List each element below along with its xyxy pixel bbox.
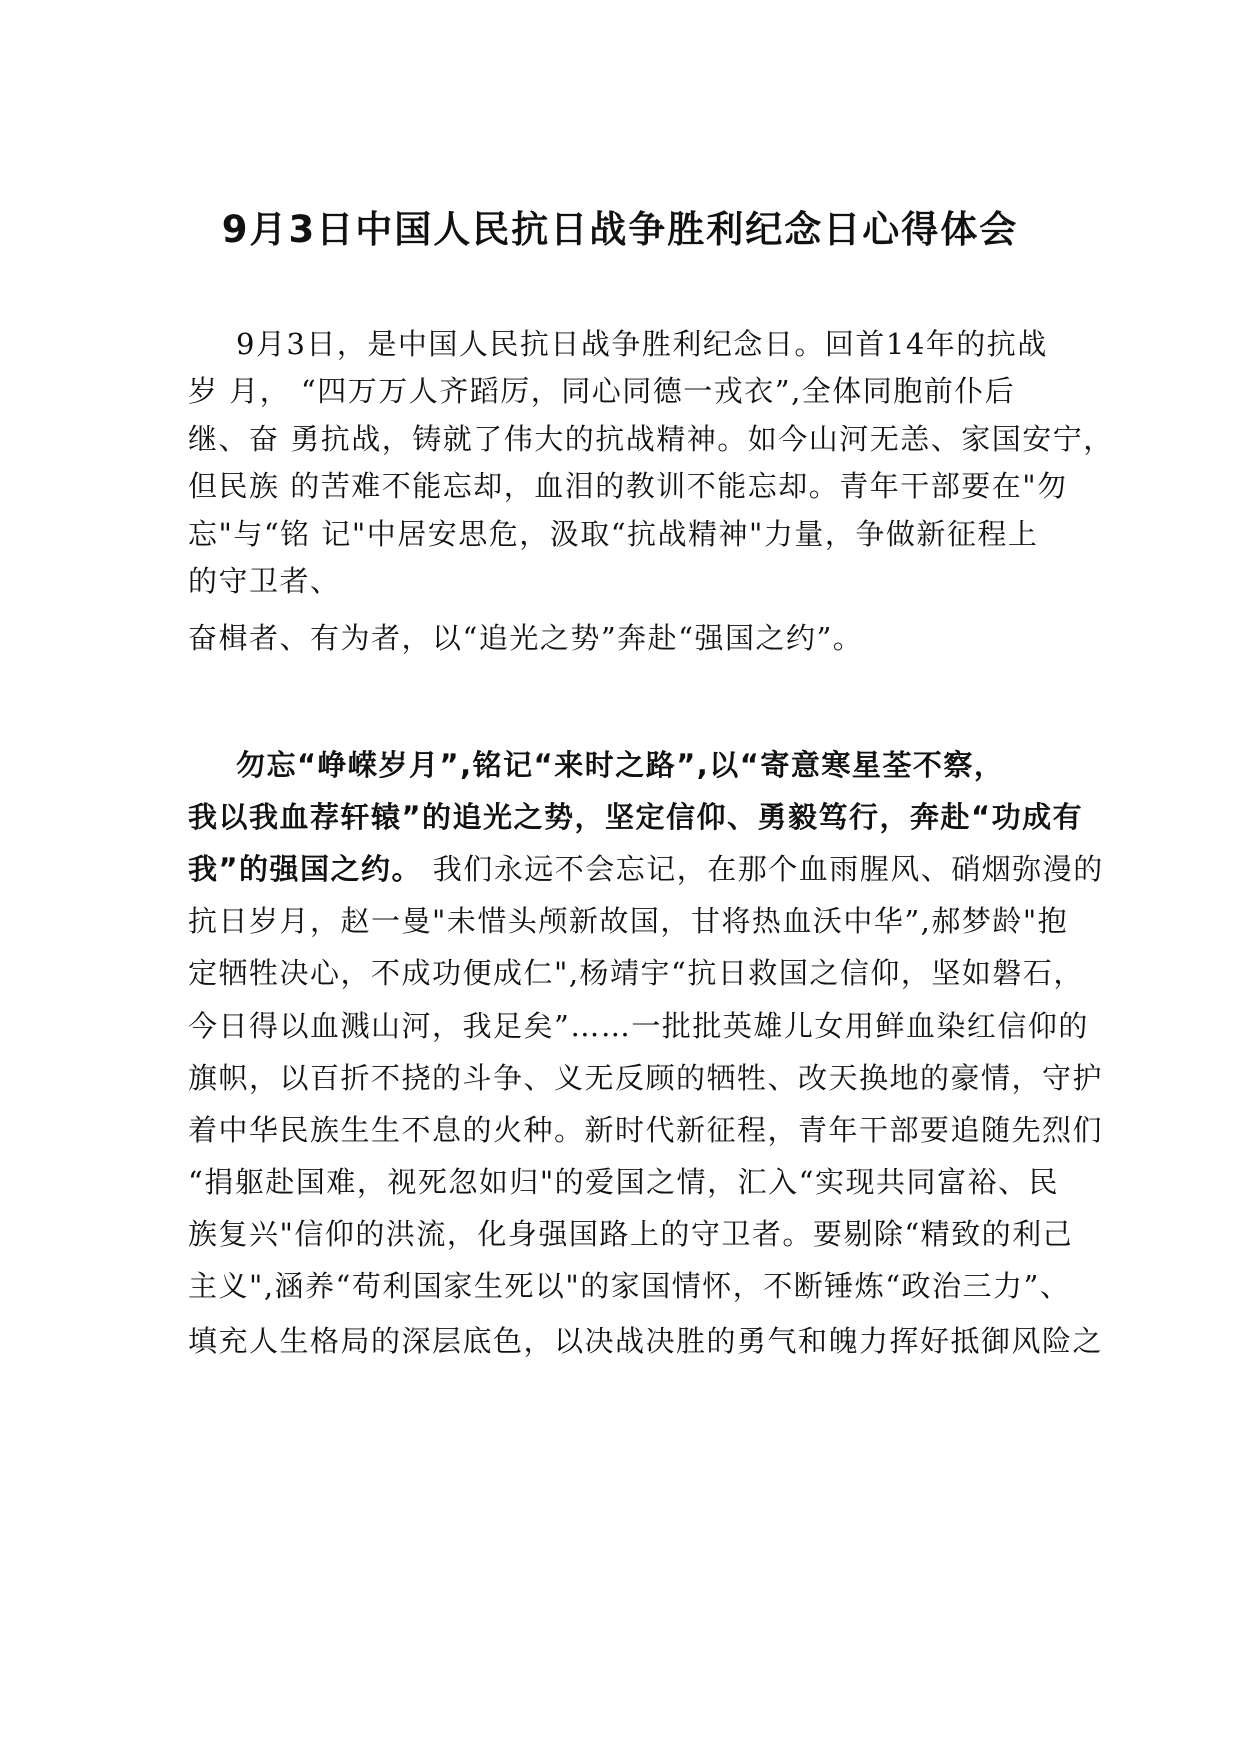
document-title: 9月3日中国人民抗日战争胜利纪念日心得体会 (221, 208, 1019, 251)
intro-line-1: 9月3日，是中国人民抗日战争胜利纪念日。回首14年的抗战 (236, 327, 1048, 361)
intro-line-4: 但民族 的苦难不能忘却，血泪的教训不能忘却。青年干部要在"勿 (188, 469, 1068, 503)
section1-line-8: 着中华民族生生不息的火种。新时代新征程，青年干部要追随先烈们 (188, 1113, 1104, 1147)
intro-line-6: 的守卫者、 (188, 564, 341, 598)
section1-line-12: 填充人生格局的深层底色，以决战决胜的勇气和魄力挥好抵御风险之 (188, 1324, 1104, 1358)
section1-line-5: 定牺牲决心，不成功便成仁",杨靖宇“抗日救国之信仰，坚如磐石， (188, 956, 1084, 990)
section1-line-9: “捐躯赴国难，视死忽如归"的爱国之情，汇入“实现共同富裕、民 (188, 1165, 1059, 1199)
section1-line-11: 主义",涵养“苟利国家生死以"的家国情怀，不断锤炼“政治三力”、 (188, 1269, 1071, 1303)
section1-line-10: 族复兴"信仰的洪流，化身强国路上的守卫者。要剔除“精致的利己 (188, 1217, 1074, 1251)
section1-heading-line-1: 勿忘“峥嵘岁月”,铭记“来时之路”,以“寄意寒星荃不察， (236, 748, 1005, 782)
section1-line-3 (188, 849, 1104, 889)
section1-line-7: 旗帜，以百折不挠的斗争、义无反顾的牺牲、改天换地的豪情，守护 (188, 1061, 1104, 1095)
section1-line-3-text: 我们永远不会忘记，在那个血雨腥风、硝烟弥漫的 (422, 852, 1104, 886)
intro-line-3: 继、奋 勇抗战，铸就了伟大的抗战精神。如今山河无恙、家国安宁， (188, 422, 1114, 456)
section1-line-6: 今日得以血溅山河，我足矣”……一批批英雄儿女用鲜血染红信仰的 (188, 1009, 1089, 1043)
section1-line-4: 抗日岁月，赵一曼"未惜头颅新故国，甘将热血沃中华”,郝梦龄"抱 (188, 904, 1069, 938)
section1-heading-line-3: 我”的强国之约。 (188, 852, 423, 886)
intro-line-2: 岁 月， “四万万人齐蹈厉，同心同德一戎衣”,全体同胞前仆后 (188, 374, 1016, 408)
section1-heading-line-2: 我以我血荐轩辕”的追光之势，坚定信仰、勇毅笃行，奔赴“功成有 (188, 800, 1084, 834)
intro-line-7: 奋楫者、有为者，以“追光之势”奔赴“强国之约”。 (188, 621, 864, 655)
intro-line-5: 忘"与“铭 记"中居安思危，汲取“抗战精神"力量，争做新征程上 (188, 517, 1039, 551)
